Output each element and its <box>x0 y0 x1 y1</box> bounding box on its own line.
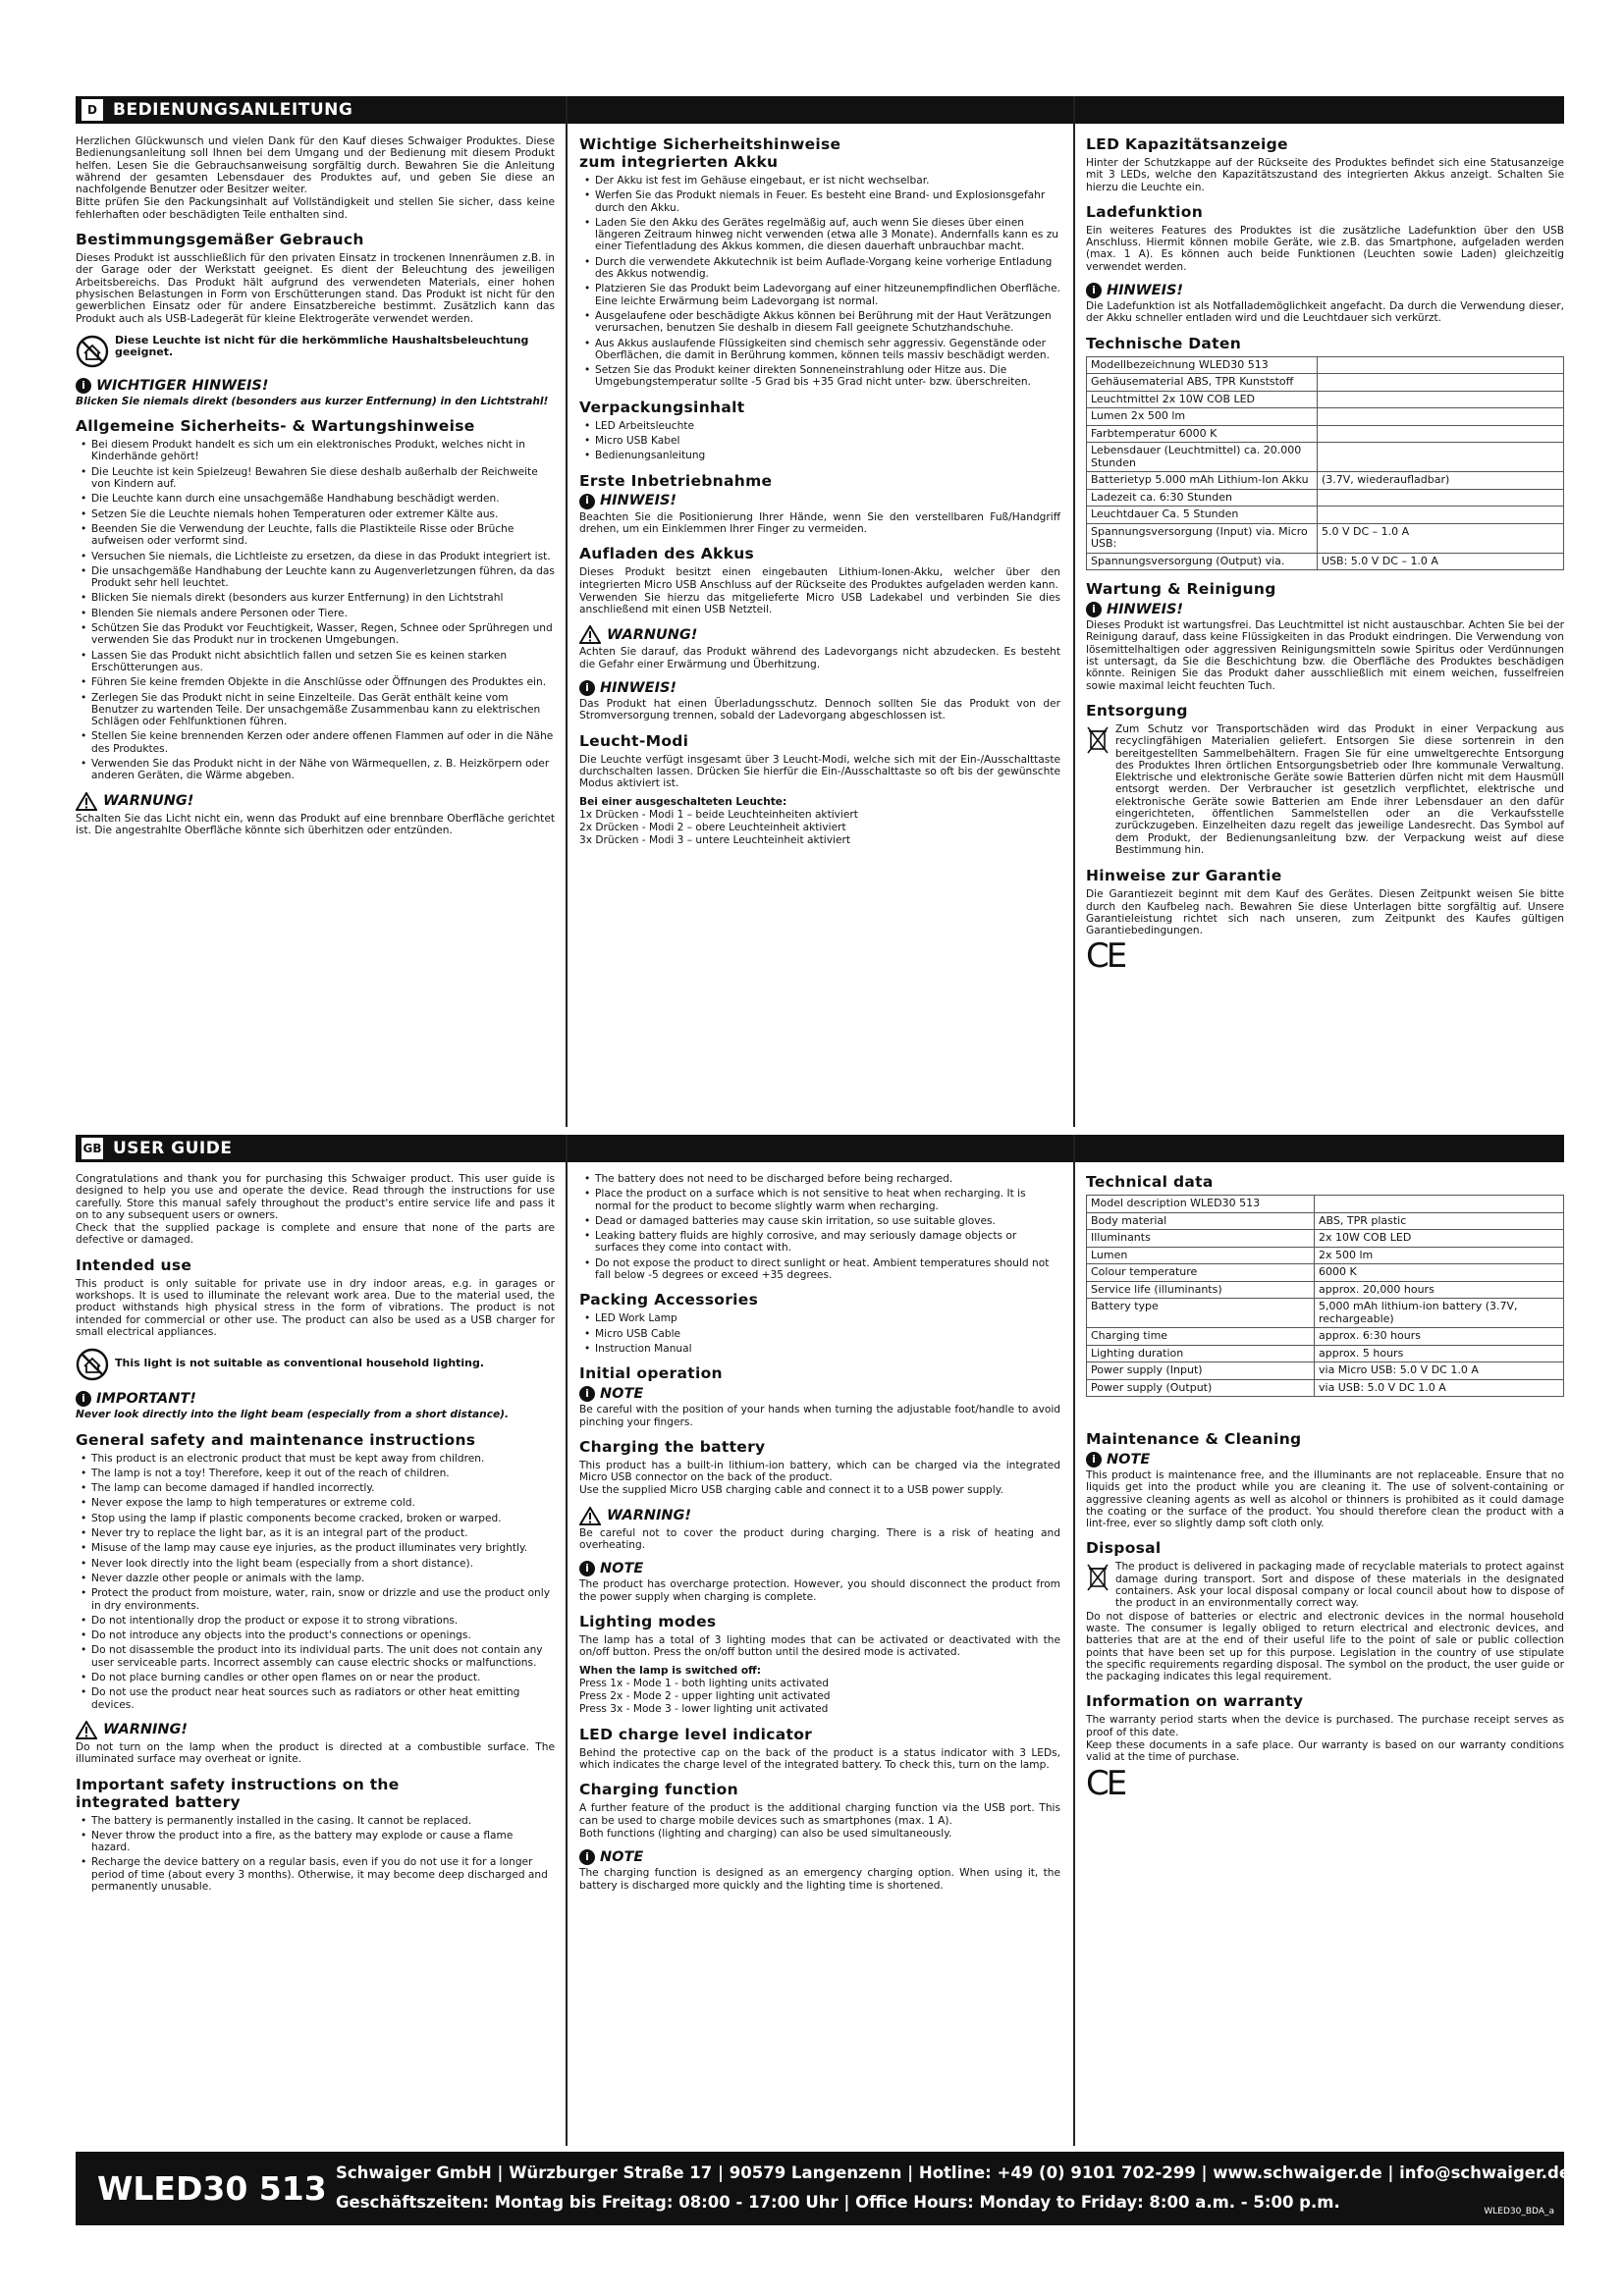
table-cell: Lighting duration <box>1087 1345 1315 1362</box>
intended-use-title: Bestimmungsgemäßer Gebrauch <box>76 231 364 249</box>
safety-title: Allgemeine Sicherheits- & Wartungshinweise <box>76 417 475 436</box>
list-item: • Micro USB Cable <box>579 1328 1060 1340</box>
list-item: • This product is an electronic product that must be kept away from children. <box>76 1453 555 1465</box>
note-text: Die Ladefunktion ist als Notfallademöglichkeit angefacht. Da durch die Verwendung dieser, der Akku schneller entladen wird und die Leuchtdauer sich verkürzt. <box>1086 300 1564 325</box>
ce-mark-icon: CE <box>1086 1763 1125 1803</box>
en-column-2 <box>579 1173 1060 1893</box>
battery-title: Important safety instructions on the integrated battery <box>76 1775 400 1811</box>
battery-list <box>76 1815 555 1894</box>
note-heading <box>1086 1452 1564 1468</box>
list-item: • Der Akku ist fest im Gehäuse eingebaut, er ist nicht wechselbar. <box>579 175 1060 187</box>
charge-text: Dieses Produkt besitzt einen eingebauten Lithium-Ionen-Akku, welcher über den integrierten Micro USB Anschluss auf der Rückseite des Produktes aufgeladen werden kann. <box>579 566 1060 591</box>
battery-list-continued <box>579 1173 1060 1281</box>
company-contact-line: Schwaiger GmbH | Würzburger Straße 17 | 90579 Langenzenn | Hotline: +49 (0) 9101 702-299 | www.schwaiger.de | info@schwaiger.de <box>336 2163 1571 2182</box>
note-title: HINWEIS! <box>600 493 677 509</box>
list-item: • Durch die verwendete Akkutechnik ist beim Auflade-Vorgang keine vorherige Entladung des Akkus notwendig. <box>579 256 1060 281</box>
list-item: • Dead or damaged batteries may cause skin irritation, so use suitable gloves. <box>579 1215 1060 1227</box>
battery-list <box>579 175 1060 389</box>
section-title-en: USER GUIDE <box>113 1139 233 1158</box>
warning-heading <box>76 792 555 811</box>
list-item: • Misuse of the lamp may cause eye injuries, as the product illuminates very brightly. <box>76 1542 555 1554</box>
warning-title: WARNUNG! <box>607 626 698 643</box>
note-text: The product has overcharge protection. However, you should disconnect the product from the power supply when charging is complete. <box>579 1578 1060 1603</box>
table-row <box>1087 443 1564 472</box>
list-item: • Never try to replace the light bar, as it is an integral part of the product. <box>76 1527 555 1539</box>
note-text: The charging function is designed as an emergency charging option. When using it, the battery is discharged more quickly and the lighting time is shortened. <box>579 1867 1060 1892</box>
table-cell: Charging time <box>1087 1328 1315 1346</box>
table-row <box>1087 1281 1564 1299</box>
info-icon: i <box>579 1386 595 1402</box>
list-item: • Platzieren Sie das Produkt beim Ladevorgang auf einer hitzeunempfindlichen Oberfläche. Eine leichte Erwärmung beim Ladevorgang ist normal. <box>579 283 1060 307</box>
table-cell: Farbtemperatur 6000 K <box>1087 425 1318 443</box>
table-row <box>1087 553 1564 570</box>
table-row <box>1087 1362 1564 1380</box>
note-title: HINWEIS! <box>1107 282 1184 298</box>
warning-text: Schalten Sie das Licht nicht ein, wenn das Produkt auf eine brennbare Oberfläche gerichtet ist. Die angestrahlte Oberfläche könnte sich überhitzen oder entzünden. <box>76 812 555 836</box>
crossed-bin-icon <box>1086 725 1110 755</box>
intended-use-title: Intended use <box>76 1255 192 1274</box>
warning-heading <box>76 1721 555 1739</box>
table-cell: 5,000 mAh lithium-ion battery (3.7V, rechargeable) <box>1315 1299 1564 1328</box>
warning-triangle-icon <box>579 1507 601 1525</box>
list-item: • Werfen Sie das Produkt niemals in Feuer. Es besteht eine Brand- und Explosionsgefahr durch den Akku. <box>579 189 1060 214</box>
document-code: WLED30_BDA_a <box>1484 2207 1554 2216</box>
pack-list <box>579 1312 1060 1355</box>
list-item: • The battery does not need to be discharged before being recharged. <box>579 1173 1060 1185</box>
list-item: • Versuchen Sie niemals, die Lichtleiste zu ersetzen, da diese in das Produkt integriert ist. <box>76 551 555 562</box>
led-text: Hinter der Schutzkappe auf der Rückseite des Produktes befindet sich eine Statusanzeige mit 3 LEDs, welche den Kapazitätszustand des integrierten Akkus anzeigt. Schalten Sie hierzu die Leuchte ein. <box>1086 157 1564 193</box>
disposal-block <box>1086 723 1564 857</box>
table-cell <box>1318 356 1564 374</box>
modes-title: Lighting modes <box>579 1612 717 1630</box>
table-cell: Colour temperature <box>1087 1264 1315 1282</box>
column-divider <box>566 1135 568 2146</box>
list-item: • Die unsachgemäße Handhabung der Leuchte kann zu Augenverletzungen führen, da das Produkt sehr hell leuchtet. <box>76 565 555 590</box>
note-heading <box>579 1386 1060 1402</box>
disposal-text-2: Do not dispose of batteries or electric and electronic devices in the normal household waste. The consumer is legally obliged to return electrical and electronic devices, and batteries that are at the end of their useful life to the point of sale or public collection points that have been set up for this purpose. Legislation in the country of use stipulate the specific requirements regarding disposal. The symbol on the product, the user guide or the packaging indicates this legal requirement. <box>1086 1610 1564 1683</box>
list-item: • Do not intentionally drop the product or expose it to strong vibrations. <box>76 1615 555 1627</box>
note-title: HINWEIS! <box>1107 602 1184 618</box>
safety-list <box>76 1453 555 1711</box>
table-row <box>1087 1230 1564 1248</box>
table-cell: Ladezeit ca. 6:30 Stunden <box>1087 489 1318 507</box>
table-cell <box>1318 391 1564 408</box>
list-item: • Bedienungsanleitung <box>579 450 1060 461</box>
table-cell: 5.0 V DC – 1.0 A <box>1318 523 1564 553</box>
list-item: • Do not use the product near heat sources such as radiators or other heat emitting devices. <box>76 1686 555 1711</box>
note-heading <box>579 1849 1060 1865</box>
important-title: WICHTIGER HINWEIS! <box>96 377 269 394</box>
list-item: • Instruction Manual <box>579 1343 1060 1355</box>
section-header-de <box>76 96 1564 124</box>
list-item: • The battery is permanently installed in the casing. It cannot be replaced. <box>76 1815 555 1827</box>
mode-line: Press 2x - Mode 2 - upper lighting unit activated <box>579 1690 831 1703</box>
intro-text: Herzlichen Glückwunsch und vielen Dank für den Kauf dieses Schwaiger Produktes. Diese Bedienungsanleitung soll Ihnen bei dem Umgang und der Bedienung mit diesem Produkt helfen. Lesen Sie die Gebrauchsanweisung sorgfältig durch. Bewahren Sie die Anleitung während der gesamten Lebensdauer des Produktes auf, und geben Sie diese an nachfolgende Benutzer oder Besitzer weiter. <box>76 135 555 196</box>
table-cell <box>1318 489 1564 507</box>
charging-function-text-2: Both functions (lighting and charging) can also be used simultaneously. <box>579 1827 952 1840</box>
table-cell: Power supply (Input) <box>1087 1362 1315 1380</box>
charging-function-text: Ein weiteres Features des Produktes ist die zusätzliche Ladefunktion über den USB Anschluss. Hiermit können mobile Geräte, wie z.B. das Smartphone, aufgeladen werden (max. 1 A). Es können auch beide Funktionen (Leuchten sowie Laden) gleichzeitig verwendet werden. <box>1086 224 1564 273</box>
note-title: NOTE <box>600 1849 644 1866</box>
important-title: IMPORTANT! <box>96 1391 196 1408</box>
table-row <box>1087 1299 1564 1328</box>
table-cell: Batterietyp 5.000 mAh Lithium-Ion Akku <box>1087 472 1318 490</box>
table-row <box>1087 408 1564 426</box>
table-cell: Model description WLED30 513 <box>1087 1196 1315 1213</box>
table-cell: USB: 5.0 V DC – 1.0 A <box>1318 553 1564 570</box>
tech-table <box>1086 356 1564 571</box>
note-heading <box>579 680 1060 696</box>
list-item: • Bei diesem Produkt handelt es sich um ein elektronisches Produkt, welches nicht in Kinderhände gehört! <box>76 439 555 463</box>
table-row <box>1087 489 1564 507</box>
modes-subtitle: Bei einer ausgeschalteten Leuchte: <box>579 795 787 808</box>
modes-title: Leucht-Modi <box>579 731 689 750</box>
table-cell <box>1318 408 1564 426</box>
table-cell: Power supply (Output) <box>1087 1379 1315 1397</box>
disposal-text: The product is delivered in packaging made of recyclable materials to protect against damage during transport. Sort and dispose of these materials in the designated containers. Ask your local disposal company or local council about how to dispose of the product in an environmentally correct way. <box>1115 1561 1564 1610</box>
table-cell: ABS, TPR plastic <box>1315 1212 1564 1230</box>
table-row <box>1087 374 1564 392</box>
column-divider <box>1073 1135 1075 2146</box>
list-item: • Die Leuchte ist kein Spielzeug! Bewahren Sie diese deshalb außerhalb der Reichweite von Kindern auf. <box>76 466 555 491</box>
table-cell <box>1318 507 1564 524</box>
household-note <box>76 1348 555 1381</box>
info-icon: i <box>76 378 91 394</box>
note-heading <box>1086 602 1564 617</box>
battery-title: Wichtige Sicherheitshinweise zum integrierten Akku <box>579 135 841 171</box>
list-item: • Aus Akkus auslaufende Flüssigkeiten sind chemisch sehr aggressiv. Gegenstände oder Oberflächen, die damit in Berührung kommen, können teils massiv beschädigt werden. <box>579 338 1060 362</box>
no-household-lighting-icon <box>76 1348 109 1381</box>
language-flag-gb: GB <box>81 1138 103 1159</box>
table-row <box>1087 356 1564 374</box>
warranty-title: Hinweise zur Garantie <box>1086 867 1282 885</box>
important-text: Never look directly into the light beam (especially from a short distance). <box>76 1409 510 1421</box>
info-icon: i <box>1086 602 1102 617</box>
table-cell: Illuminants <box>1087 1230 1315 1248</box>
warning-triangle-icon <box>579 625 601 644</box>
column-divider <box>1073 96 1075 1127</box>
household-note <box>76 335 555 368</box>
section-title-de: BEDIENUNGSANLEITUNG <box>113 100 353 120</box>
table-cell: Spannungsversorgung (Input) via. Micro USB: <box>1087 523 1318 553</box>
pack-title: Packing Accessories <box>579 1291 759 1309</box>
en-column-1 <box>76 1173 555 1896</box>
table-row <box>1087 425 1564 443</box>
info-icon: i <box>1086 283 1102 298</box>
table-cell: Service life (illuminants) <box>1087 1281 1315 1299</box>
list-item: • Ausgelaufene oder beschädigte Akkus können bei Berührung mit der Haut Verätzungen verursachen, benutzen Sie deshalb in diesem Fall geeignete Schutzhandschuhe. <box>579 310 1060 335</box>
list-item: • Stellen Sie keine brennenden Kerzen oder andere offenen Flammen auf oder in die Nähe des Produktes. <box>76 730 555 755</box>
warning-title: WARNUNG! <box>103 792 194 809</box>
tech-title: Technische Daten <box>1086 334 1242 352</box>
list-item: • Micro USB Kabel <box>579 435 1060 447</box>
note-heading <box>579 1561 1060 1576</box>
maintenance-title: Maintenance & Cleaning <box>1086 1430 1302 1448</box>
de-column-3 <box>1086 135 1564 977</box>
charging-function-title: Charging function <box>579 1781 738 1799</box>
charge-text-2: Use the supplied Micro USB charging cable and connect it to a USB power supply. <box>579 1484 1003 1497</box>
table-row <box>1087 1328 1564 1346</box>
note-text: This product is maintenance free, and the illuminants are not replaceable. Ensure that no liquids get into the product while you are cleaning it. The use of solvent-containing or aggressive cleaning agents as well as alcohol or thinners is prohibited as it could damage the coating or the surface of the product. You should therefore clean the product with a lint-free, ever so slightly damp soft cloth only. <box>1086 1469 1564 1530</box>
note-title: NOTE <box>600 1386 644 1403</box>
warranty-title: Information on warranty <box>1086 1692 1304 1711</box>
table-row <box>1087 1345 1564 1362</box>
charge-text: This product has a built-in lithium-ion battery, which can be charged via the integrated Micro USB connector on the back of the product. <box>579 1459 1060 1484</box>
warranty-text: The warranty period starts when the device is purchased. The purchase receipt serves as proof of this date. <box>1086 1714 1564 1738</box>
intro-text: Congratulations and thank you for purchasing this Schwaiger product. This user guide is designed to help you use and operate the device. Read through the instructions for use carefully. Store this manual safely throughout the product's entire service life and pass it on to any subsequent users or owners. <box>76 1173 555 1221</box>
warranty-text-2: Keep these documents in a safe place. Our warranty is based on our warranty conditions valid at the time of purchase. <box>1086 1739 1564 1764</box>
de-column-1 <box>76 135 555 837</box>
list-item: • Never throw the product into a fire, as the battery may explode or cause a flame hazard. <box>76 1830 555 1854</box>
note-heading <box>579 494 1060 509</box>
safety-list <box>76 439 555 781</box>
first-use-title: Erste Inbetriebnahme <box>579 471 773 490</box>
info-icon: i <box>579 680 595 696</box>
intended-use-text: This product is only suitable for private use in dry indoor areas, e.g. in garages or workshops. It is used to illuminate the relevant work area. Due to the material used, the product withstands high physical stress in the form of vibrations. The product is not intended for commercial or other use. The product can also be used as a USB charger for small electrical appliances. <box>76 1277 555 1338</box>
disposal-title: Entsorgung <box>1086 701 1188 720</box>
list-item: • Never look directly into the light beam (especially from a short distance). <box>76 1558 555 1570</box>
table-cell: 2x 10W COB LED <box>1315 1230 1564 1248</box>
info-icon: i <box>579 494 595 509</box>
pack-title: Verpackungsinhalt <box>579 398 745 416</box>
info-icon: i <box>1086 1452 1102 1468</box>
mode-line: 1x Drücken - Modi 1 – beide Leuchteinheiten aktiviert <box>579 808 858 821</box>
info-icon: i <box>579 1849 595 1865</box>
warning-heading <box>579 1507 1060 1525</box>
table-cell: approx. 5 hours <box>1315 1345 1564 1362</box>
table-row <box>1087 472 1564 490</box>
table-cell: Leuchtdauer Ca. 5 Stunden <box>1087 507 1318 524</box>
office-hours-line: Geschäftszeiten: Montag bis Freitag: 08:00 - 17:00 Uhr | Office Hours: Monday to Friday: 8:00 a.m. - 5:00 p.m. <box>336 2193 1340 2212</box>
table-row <box>1087 507 1564 524</box>
table-cell: via Micro USB: 5.0 V DC 1.0 A <box>1315 1362 1564 1380</box>
maintenance-title: Wartung & Reinigung <box>1086 580 1276 599</box>
led-title: LED Kapazitätsanzeige <box>1086 135 1288 153</box>
list-item: • Do not expose the product to direct sunlight or heat. Ambient temperatures should not fall below -5 degrees or exceed +35 degrees. <box>579 1257 1060 1282</box>
list-item: • The lamp is not a toy! Therefore, keep it out of the reach of children. <box>76 1468 555 1479</box>
warning-text: Do not turn on the lamp when the product is directed at a combustible surface. The illuminated surface may overheat or ignite. <box>76 1740 555 1766</box>
table-cell: Body material <box>1087 1212 1315 1230</box>
intro-text-2: Bitte prüfen Sie den Packungsinhalt auf Vollständigkeit und stellen Sie sicher, dass keine fehlerhaften oder beschädigten Teile enthalten sind. <box>76 196 555 221</box>
table-row <box>1087 1196 1564 1213</box>
disposal-title: Disposal <box>1086 1539 1162 1558</box>
list-item: • Blicken Sie niemals direkt (besonders aus kurzer Entfernung) in den Lichtstrahl <box>76 592 555 604</box>
list-item: • Die Leuchte kann durch eine unsachgemäße Handhabung beschädigt werden. <box>76 493 555 505</box>
important-text: Blicken Sie niemals direkt (besonders aus kurzer Entfernung) in den Lichtstrahl! <box>76 395 549 407</box>
list-item: • Blenden Sie niemals andere Personen oder Tiere. <box>76 608 555 619</box>
list-item: • Verwenden Sie das Produkt nicht in der Nähe von Wärmequellen, z. B. Heizkörpern oder anderen Geräten, die Wärme abgeben. <box>76 758 555 782</box>
list-item: • Lassen Sie das Produkt nicht absichtlich fallen und setzen Sie es keinen starken Erschütterungen aus. <box>76 650 555 674</box>
model-number: WLED30 513 <box>97 2169 327 2208</box>
list-item: • Zerlegen Sie das Produkt nicht in seine Einzelteile. Das Gerät enthält keine vom Benutzer zu wartenden Teile. Der unsachgemäße Zusammenbau kann zu elektrischen Schlägen oder Fehlfunktionen führen. <box>76 692 555 728</box>
table-cell: Leuchtmittel 2x 10W COB LED <box>1087 391 1318 408</box>
table-cell: 6000 K <box>1315 1264 1564 1282</box>
no-household-lighting-icon <box>76 335 109 368</box>
list-item: • Beenden Sie die Verwendung der Leuchte, falls die Plastikteile Risse oder Brüche aufweisen oder verformt sind. <box>76 523 555 548</box>
footer-bar <box>76 2152 1571 2225</box>
table-cell: 2x 500 lm <box>1315 1247 1564 1264</box>
modes-subtitle: When the lamp is switched off: <box>579 1664 761 1677</box>
note-text: Dieses Produkt ist wartungsfrei. Das Leuchtmittel ist nicht austauschbar. Achten Sie bei der Reinigung darauf, dass keine Flüssigkeiten in das Produkt eindringen. Die Verwendung von lösemittelhaltigen oder aggressiven Reinigungsmitteln sowie Spiritus oder Verdünnungen ist untersagt, da Sie die Beschichtung bzw. die Oberfläche des Produktes beschädigen könnte. Reinigen Sie das Produkt daher ausschließlich mit einem weichen, fusselfreien sowie maximal leicht feuchten Tuch. <box>1086 619 1564 692</box>
intro-text-2: Check that the supplied package is complete and ensure that none of the parts are defective or damaged. <box>76 1222 555 1247</box>
warning-title: WARNING! <box>607 1508 692 1524</box>
mode-line: 2x Drücken - Modi 2 – obere Leuchteinheit aktiviert <box>579 822 846 834</box>
warning-text: Be careful not to cover the product during charging. There is a risk of heating and overheating. <box>579 1526 1060 1552</box>
note-title: HINWEIS! <box>600 679 677 696</box>
list-item: • LED Work Lamp <box>579 1312 1060 1324</box>
mode-line: 3x Drücken - Modi 3 – untere Leuchteinheit aktiviert <box>579 834 850 847</box>
list-item: • Do not introduce any objects into the product's connections or openings. <box>76 1629 555 1641</box>
warning-triangle-icon <box>76 1721 97 1739</box>
list-item: • Recharge the device battery on a regular basis, even if you do not use it for a longer period of time (about every 3 months). Otherwise, it may become deep discharged and permanently unusable. <box>76 1856 555 1893</box>
warranty-text: Die Garantiezeit beginnt mit dem Kauf des Gerätes. Diesen Zeitpunkt weisen Sie bitte durch den Kaufbeleg nach. Bewahren Sie diese Unterlagen bitte sorgfältig auf. Unsere Garantieleistung richtet sich nach unseren, zum Zeitpunkt des Kaufes gültigen Garantiebedingungen. <box>1086 888 1564 937</box>
note-text: Beachten Sie die Positionierung Ihrer Hände, wenn Sie den verstellbaren Fuß/Handgriff drehen, um ein Einklemmen Ihrer Finger zu vermeiden. <box>579 510 1060 535</box>
charge-title: Aufladen des Akkus <box>579 545 755 563</box>
intended-use-text: Dieses Produkt ist ausschließlich für den privaten Einsatz in trockenen Innenräumen z.B. in der Garage oder der Werkstatt geeignet. Es dient der Beleuchtung des jeweiligen Arbeitsbereichs. Das Produkt hält aufgrund des verwendeten Materials, einer hohen physischen Belastungen in Form von Erschütterungen stand. Das Produkt ist nicht für den gewerblichen Einsatz oder für andere Einsatzbereiche bestimmt. Zusätzlich kann das Produkt auch als USB-Ladegerät für kleine Elektrogeräte verwendet werden. <box>76 252 555 325</box>
table-cell: via USB: 5.0 V DC 1.0 A <box>1315 1379 1564 1397</box>
de-column-2 <box>579 135 1060 848</box>
modes-text: Die Leuchte verfügt insgesamt über 3 Leucht-Modi, welche sich mit der Ein-/Ausschalttaste durchschalten lassen. Drücken Sie hierfür die Ein-/Ausschalttaste so oft bis der gewünschte Modus aktiviert ist. <box>579 753 1060 790</box>
charge-text-2: Verwenden Sie hierzu das mitgelieferte Micro USB Ladekabel und verbinden Sie dies anschließend mit einen USB Netzteil. <box>579 591 1060 616</box>
note-title: NOTE <box>1107 1451 1151 1468</box>
table-cell: Spannungsversorgung (Output) via. <box>1087 553 1318 570</box>
pack-list <box>579 420 1060 462</box>
list-item: • Never dazzle other people or animals with the lamp. <box>76 1573 555 1584</box>
list-item: • The lamp can become damaged if handled incorrectly. <box>76 1482 555 1494</box>
list-item: • Schützen Sie das Produkt vor Feuchtigkeit, Wasser, Regen, Schnee oder Sprühregen und verwenden Sie das Produkt nur in trockenen Umgebungen. <box>76 622 555 647</box>
modes-text: The lamp has a total of 3 lighting modes that can be activated or deactivated with the on/off button. Press the on/off button until the desired mode is activated. <box>579 1633 1060 1659</box>
charge-title: Charging the battery <box>579 1437 766 1456</box>
warning-triangle-icon <box>76 792 97 811</box>
mode-line: Press 3x - Mode 3 - lower lighting unit activated <box>579 1703 829 1716</box>
table-row <box>1087 1379 1564 1397</box>
warning-title: WARNING! <box>103 1722 189 1738</box>
disposal-block <box>1086 1561 1564 1610</box>
table-cell: Lumen 2x 500 lm <box>1087 408 1318 426</box>
mode-line: Press 1x - Mode 1 - both lighting units activated <box>579 1677 829 1689</box>
note-heading <box>1086 283 1564 298</box>
info-icon: i <box>579 1561 595 1576</box>
table-cell: (3.7V, wiederaufladbar) <box>1318 472 1564 490</box>
warning-heading <box>579 625 1060 644</box>
language-flag-de: D <box>81 99 103 121</box>
list-item: • Protect the product from moisture, water, rain, snow or drizzle and use the product only in dry environments. <box>76 1587 555 1612</box>
list-item: • Laden Sie den Akku des Gerätes regelmäßig auf, auch wenn Sie dieses über einen längeren Zeitraum hinweg nicht verwenden (etwa alle 3 Monate). Andernfalls kann es zu einer Tiefentladung des Akkus kommen, die diesen dauerhaft unbrauchbar macht. <box>579 217 1060 253</box>
table-cell <box>1318 443 1564 472</box>
ce-mark-icon: CE <box>1086 936 1125 977</box>
tech-table <box>1086 1195 1564 1397</box>
table-cell <box>1318 374 1564 392</box>
note-text: Be careful with the position of your hands when turning the adjustable foot/handle to avoid pinching your fingers. <box>579 1404 1060 1428</box>
list-item: • Never expose the lamp to high temperatures or extreme cold. <box>76 1497 555 1509</box>
crossed-bin-icon <box>1086 1563 1110 1592</box>
led-text: Behind the protective cap on the back of the product is a status indicator with 3 LEDs, which indicates the charge level of the integrated battery. To check this, turn on the lamp. <box>579 1746 1060 1772</box>
important-heading <box>76 1391 555 1407</box>
table-row <box>1087 1247 1564 1264</box>
household-note-text: Diese Leuchte ist nicht für die herkömmliche Haushaltsbeleuchtung geeignet. <box>115 333 529 359</box>
list-item: • Leaking battery fluids are highly corrosive, and may seriously damage objects or surfaces they come into contact with. <box>579 1230 1060 1255</box>
led-title: LED charge level indicator <box>579 1725 813 1743</box>
important-heading <box>76 378 555 394</box>
table-cell: Gehäusematerial ABS, TPR Kunststoff <box>1087 374 1318 392</box>
charging-function-text: A further feature of the product is the additional charging function via the USB port. This can be used to charge mobile devices such as smartphones (max. 1 A). <box>579 1802 1060 1827</box>
table-row <box>1087 1212 1564 1230</box>
first-use-title: Initial operation <box>579 1364 723 1383</box>
list-item: • Setzen Sie das Produkt keiner direkten Sonneneinstrahlung oder Hitze aus. Die Umgebungstemperatur sollte -5 Grad bis +35 Grad nicht unter- bzw. überschreiten. <box>579 364 1060 389</box>
info-icon: i <box>76 1391 91 1407</box>
section-header-en <box>76 1135 1564 1162</box>
tech-title: Technical data <box>1086 1173 1214 1191</box>
note-title: NOTE <box>600 1561 644 1577</box>
table-cell: Battery type <box>1087 1299 1315 1328</box>
table-cell: Modellbezeichnung WLED30 513 <box>1087 356 1318 374</box>
table-cell <box>1315 1196 1564 1213</box>
list-item: • Stop using the lamp if plastic components become cracked, broken or warped. <box>76 1513 555 1524</box>
disposal-text: Zum Schutz vor Transportschäden wird das Produkt in einer Verpackung aus recyclingfähigen Materialien geliefert. Entsorgen Sie diese sortenrein in den bereitgestellten Sammelbehältern. Fragen Sie für eine umweltgerechte Entsorgung des Produktes Ihren örtlichen Entsorgungsbetrieb oder Ihre kommunale Verwaltung. Elektrische und elektronische Geräte sowie Batterien dürfen nicht mit dem Hausmüll entsorgt werden. Der Verbraucher ist gesetzlich verpflichtet, elektrische und elektronische Geräte sowie Batterien am Ende ihrer Lebensdauer an den dafür eingerichteten, öffentlichen Sammelstellen oder an die Verkaufsstelle zurückzugeben. Einzelheiten dazu regelt das jeweilige Landesrecht. Das Symbol auf dem Produkt, der Bedienungsanleitung bzw. der Verpackung weist auf diese Bestimmung hin. <box>1115 722 1564 856</box>
table-cell: Lumen <box>1087 1247 1315 1264</box>
list-item: • Place the product on a surface which is not sensitive to heat when recharging. It is normal for the product to become slightly warm when recharging. <box>579 1188 1060 1212</box>
list-item: • Do not place burning candles or other open flames on or near the product. <box>76 1672 555 1683</box>
table-cell: Lebensdauer (Leuchtmittel) ca. 20.000 Stunden <box>1087 443 1318 472</box>
warning-text: Achten Sie darauf, das Produkt während des Ladevorgangs nicht abzudecken. Es besteht die Gefahr einer Erwärmung und Überhitzung. <box>579 646 1060 670</box>
table-row <box>1087 523 1564 553</box>
charging-function-title: Ladefunktion <box>1086 202 1204 221</box>
note-text: Das Produkt hat einen Überladungsschutz. Dennoch sollten Sie das Produkt von der Stromversorgung trennen, sobald der Ladevorgang abgeschlossen ist. <box>579 698 1060 722</box>
safety-title: General safety and maintenance instructions <box>76 1430 476 1449</box>
household-note-text: This light is not suitable as conventional household lighting. <box>115 1357 485 1370</box>
list-item: • LED Arbeitsleuchte <box>579 420 1060 432</box>
table-cell <box>1318 425 1564 443</box>
list-item: • Setzen Sie die Leuchte niemals hohen Temperaturen oder extremer Kälte aus. <box>76 508 555 520</box>
column-divider <box>566 96 568 1127</box>
list-item: • Do not disassemble the product into its individual parts. The unit does not contain any user serviceable parts. Incorrect assembly can cause electric shocks or malfunctions. <box>76 1644 555 1669</box>
en-column-3 <box>1086 1173 1564 1803</box>
table-cell: approx. 6:30 hours <box>1315 1328 1564 1346</box>
table-cell: approx. 20,000 hours <box>1315 1281 1564 1299</box>
list-item: • Führen Sie keine fremden Objekte in die Anschlüsse oder Öffnungen des Produktes ein. <box>76 676 555 688</box>
table-row <box>1087 1264 1564 1282</box>
table-row <box>1087 391 1564 408</box>
